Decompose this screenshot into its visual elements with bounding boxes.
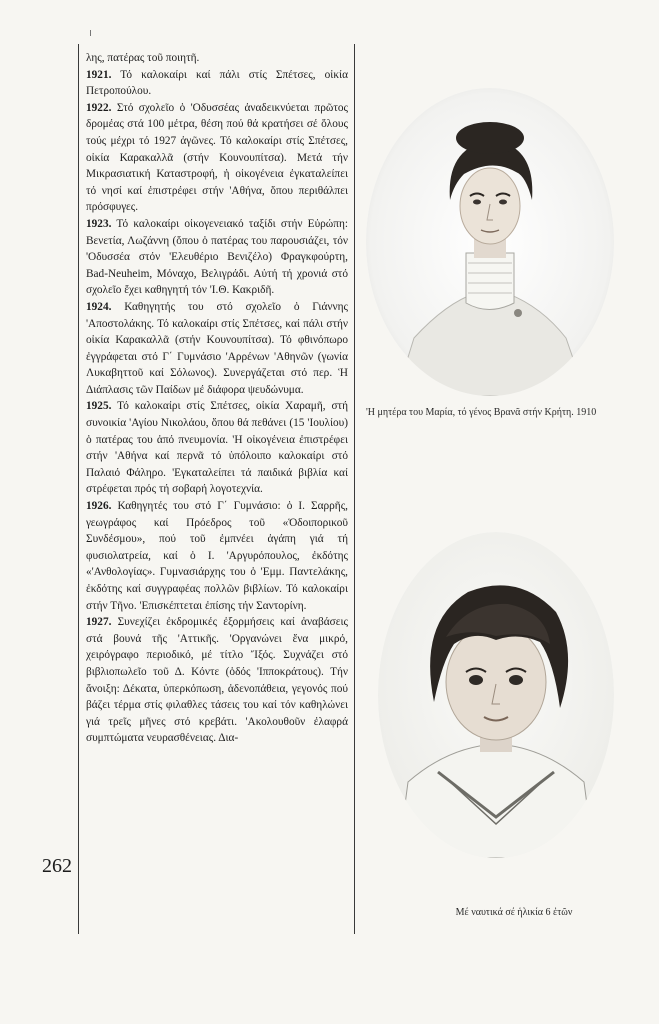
- paragraph-1924: [86, 299, 348, 399]
- paragraph-1921: [86, 67, 348, 100]
- paragraph-text: Καθηγητής του στό σχολεῖο ὁ Γιάννης 'Αποστολάκης. Τό καλοκαίρι στίς Σπέτσες, καί πάλι στήν οἰκία Καρακαλλᾶ (στήν Κουνουπίτσα). Τό φθινόπωρο ἐγγράφεται στό Γ΄ Γυμνάσιο 'Αρρένων 'Αθηνῶν (γωνία Λυκαβηττοῦ καί Σόλωνος). Συνεργάζεται στό περ. Ἡ Διάπλασις τῶν Παίδων μέ διάφορα ψευδώνυμα.: [86, 300, 348, 396]
- page-number: 262: [42, 855, 72, 877]
- year-label: 1921.: [86, 68, 112, 81]
- paragraph-text: Καθηγητές του στό Γ΄ Γυμνάσιο: ὁ Ι. Σαρρῆς, γεωγράφος καί Πρόεδρος τοῦ «Ὁδοιπορικοῦ Συνδέσμου», πού τοῦ ἐμπνέει ἀγάπη γιά τή φυσιολατρεία, καί ὁ Ι. 'Αργυρόπουλος, ἐκδότης «'Ανθολογίας». Γυμνασιάρχης του ὁ 'Εμμ. Παντελάκης, ἐκδότης καί συγγραφέας πολλῶν βιβλίων. Τό καλοκαίρι στήν Τῆνο. 'Επισκέπτεται ἐπίσης τήν Σαντορίνη.: [86, 500, 348, 612]
- year-label: 1922.: [86, 101, 112, 114]
- paragraph-continuation: [86, 50, 348, 67]
- child-portrait-drawing: [378, 532, 614, 858]
- paragraph-text: λης, πατέρας τοῦ ποιητῆ.: [86, 52, 200, 64]
- year-label: 1927.: [86, 616, 112, 629]
- child-portrait-photo: [378, 532, 614, 858]
- right-column-rule: [354, 44, 355, 934]
- margin-mark: [90, 30, 91, 36]
- mother-portrait-photo: [366, 88, 614, 396]
- child-photo-caption: Μέ ναυτικά σέ ἡλικία 6 ἐτῶν: [455, 907, 573, 918]
- mother-photo-caption: 'Η μητέρα του Μαρία, τό γένος Βρανᾶ στήν Κρήτη. 1910: [366, 407, 597, 418]
- paragraph-1923: [86, 216, 348, 299]
- paragraph-text: Τό καλοκαίρι καί πάλι στίς Σπέτσες, οἰκία Πετροπούλου.: [86, 68, 348, 98]
- paragraph-1926: [86, 498, 348, 614]
- year-label: 1924.: [86, 300, 112, 313]
- year-label: 1923.: [86, 217, 112, 230]
- paragraph-text: Τό καλοκαίρι οἰκογενειακό ταξίδι στήν Εὐρώπη: Βενετία, Λωζάννη (ὅπου ὁ πατέρας του παρουσιάζει, τόν 'Οδυσσέα στόν 'Ελευθέριο Βενιζέλο) Φραγκφούρτη, Bad-Neuheim, Μόναχο, Βελιγράδι. Αὐτή τή χρονιά στό σχολεῖο ἔχει καθηγητή τόν 'Ι.Θ. Κακριδῆ.: [86, 217, 348, 297]
- chronology-text-column: [86, 50, 348, 747]
- paragraph-text: Στό σχολεῖο ὁ 'Οδυσσέας ἀναδεικνύεται πρῶτος δρομέας στά 100 μέτρα, θέση πού θά κρατήσει σέ ὅλους τούς μέχρι τό 1927 ἀγῶνες. Τό καλοκαίρι στίς Σπέτσες, οἰκία Καρακαλλᾶ (στήν Κουνουπίτσα). Μετά τήν Μικρασιατική Καταστροφή, ἡ οἰκογένεια ἐγκαταλείπει τό νησί καί ἐπιστρέφει στήν 'Αθήνα, ὅπου περιθάλπει πρόσφυγες.: [86, 101, 348, 214]
- year-label: 1926.: [86, 500, 112, 513]
- mother-portrait-drawing: [366, 88, 614, 396]
- left-column-rule: [78, 44, 79, 934]
- paragraph-text: Τό καλοκαίρι στίς Σπέτσες, οἰκία Χαραμῆ, στή συνοικία 'Αγίου Νικολάου, ὅπου θά πεθάνει (15 'Ιουλίου) ὁ πατέρας του ἀπό πνευμονία. 'Η οἰκογένεια ἐπιστρέφει στήν 'Αθήνα καί περνᾶ τό ὑπόλοιπο καλοκαίρι στό Παλαιό Φάληρο. 'Εγκαταλείπει τά παιδικά βιβλία καί στρέφεται πρός τή σοβαρή λογοτεχνία.: [86, 400, 348, 496]
- year-label: 1925.: [86, 400, 112, 413]
- paragraph-1922: [86, 100, 348, 216]
- paragraph-1927: [86, 614, 348, 747]
- paragraph-1925: [86, 398, 348, 498]
- paragraph-text: Συνεχίζει ἐκδρομικές ἐξορμήσεις καί ἀναβάσεις στά βουνά τῆς 'Αττικῆς. 'Οργανώνει ἕνα μικρό, χειρόγραφο περιοδικό, μέ τίτλο Ἴξός. Συχνάζει στό βιβλιοπωλεῖο τοῦ Δ. Κόντε (ὁδός 'Ιπποκράτους). Τήν ἄνοιξη: Δέκατα, ὑπερκόπωση, ἀδενοπάθεια, γεγονός πού βάζει τέρμα στίς φιλαθλες τάσεις του καί τόν καθηλώνει γιά τρεῖς μῆνες στό κρεβάτι. 'Ακολουθοῦν ἐλαφρά συμπτώματα νευρασθένειας. Δια-: [86, 616, 348, 745]
